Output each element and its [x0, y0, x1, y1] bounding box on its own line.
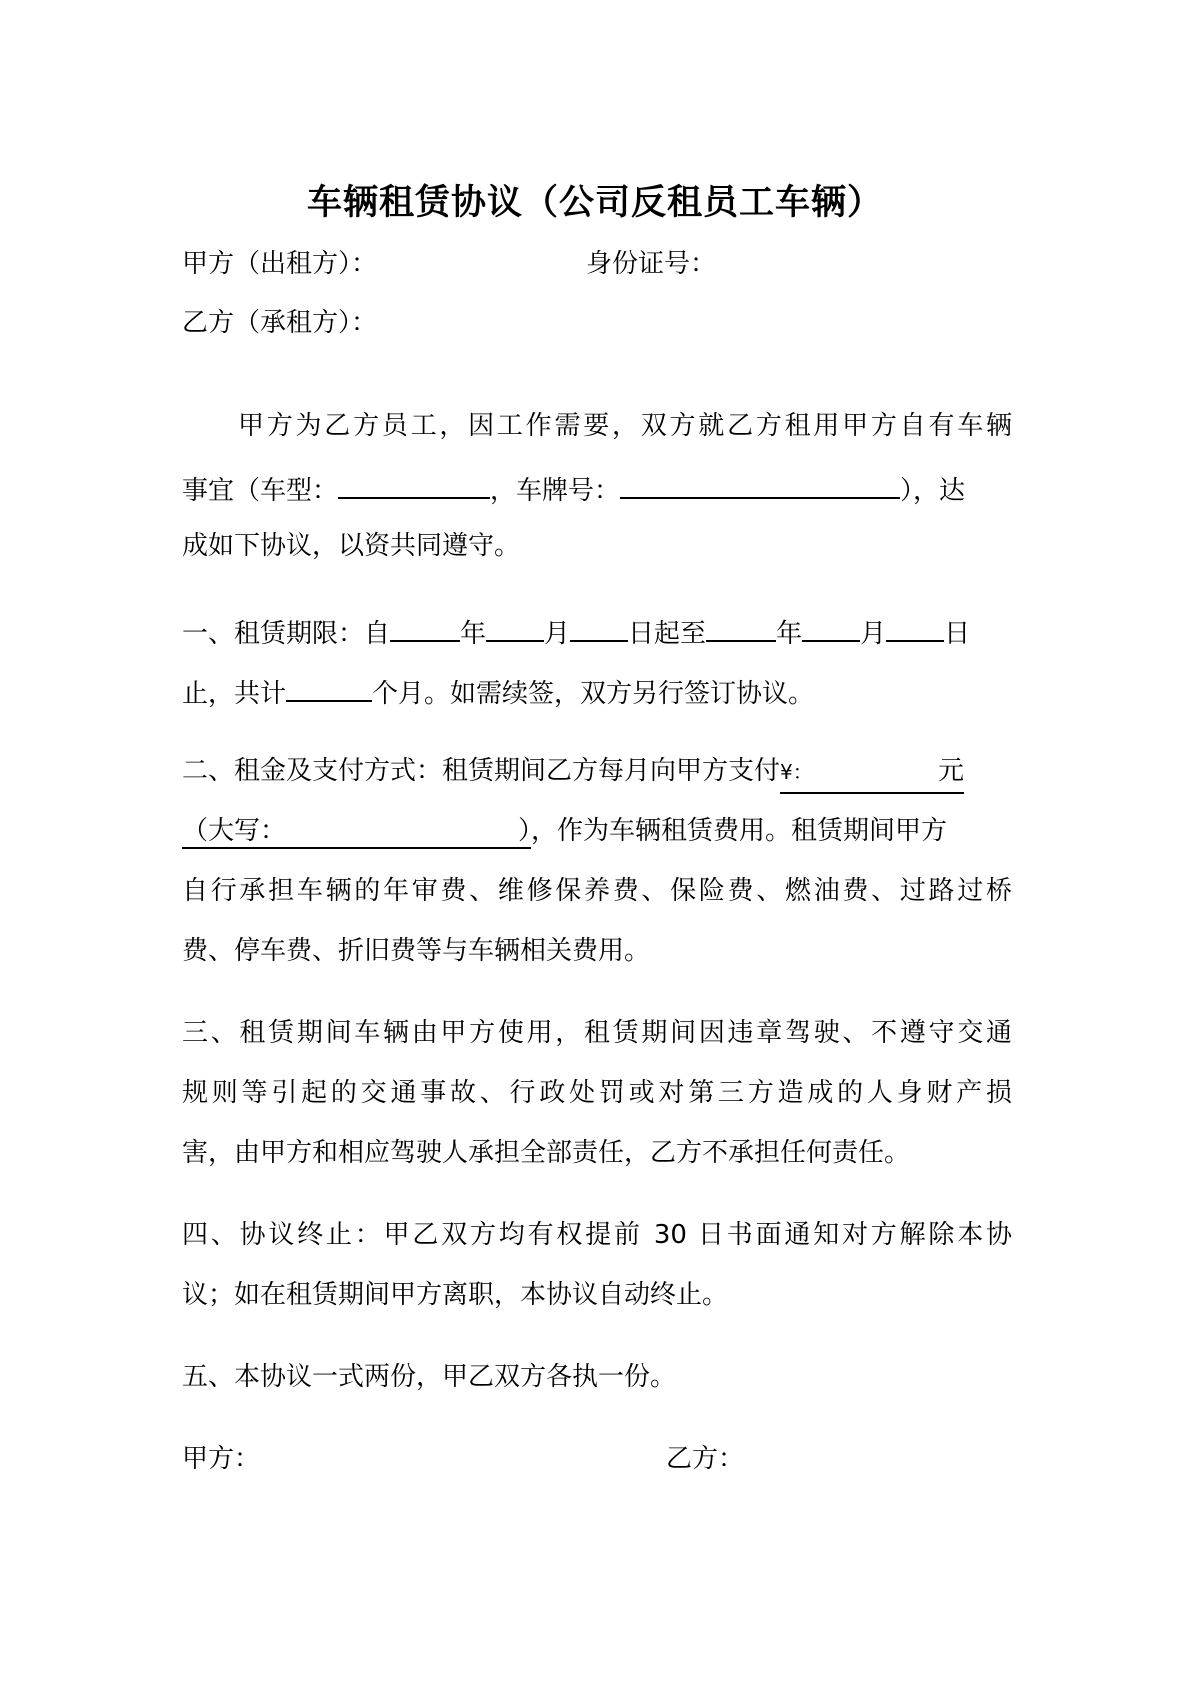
- intro-line-3: 成如下协议，以资共同遵守。: [182, 531, 521, 561]
- currency-symbol: ¥：: [780, 760, 813, 784]
- day-end-label: 日: [944, 619, 971, 649]
- month-label-2: 月: [860, 619, 887, 649]
- start-year-blank: [390, 610, 460, 642]
- signature-party-a: 甲方：: [182, 1444, 261, 1474]
- clause-2-label: 二、租金及支付方式：租赁期间乙方每月向甲方支付: [182, 756, 781, 786]
- clause-3-line-3: 害，由甲方和相应驾驶人承担全部责任，乙方不承担任何责任。: [182, 1138, 911, 1168]
- clause-1-line-2: [182, 670, 1012, 713]
- clause-2-line-2: [182, 812, 1012, 850]
- months-count-blank: [286, 670, 372, 702]
- clause-3-line-1: 三、租赁期间车辆由甲方使用，租赁期间因违章驾驶、不遵守交通: [182, 1018, 1012, 1048]
- month-label: 月: [544, 619, 571, 649]
- plate-number-blank: [620, 467, 900, 499]
- start-day-blank: [570, 610, 628, 642]
- daxie-label: （大写：: [182, 816, 287, 846]
- year-label: 年: [460, 619, 487, 649]
- clause-2-line-2-rest: ，作为车辆租赁费用。租赁期间甲方: [531, 816, 948, 846]
- monthly-rent-amount-field: [780, 752, 964, 794]
- end-day-blank: [886, 610, 944, 642]
- clause-1-line-2-rest: 个月。如需续签，双方另行签订协议。: [372, 679, 815, 709]
- clause-3-line-2: 规则等引起的交通事故、行政处罚或对第三方造成的人身财产损: [182, 1078, 1012, 1108]
- daxie-close: ）: [518, 816, 532, 846]
- document-title: 车辆租赁协议（公司反租员工车辆）: [306, 183, 883, 223]
- intro-line-2: [182, 467, 1012, 510]
- clause-2-line-4: 费、停车费、折旧费等与车辆相关费用。: [182, 936, 651, 966]
- amount-in-words-field: [182, 816, 531, 849]
- intro-line-1: 甲方为乙方员工，因工作需要，双方就乙方租用甲方自有车辆: [238, 411, 1012, 441]
- clause-4-line-2: 议；如在租赁期间甲方离职，本协议自动终止。: [182, 1280, 729, 1310]
- clause-2-line-1: [182, 752, 1012, 794]
- intro-line-2-end: ），达: [900, 476, 966, 506]
- clause-5-line-1: 五、本协议一式两份，甲乙双方各执一份。: [182, 1362, 677, 1392]
- total-label: 止，共计: [182, 679, 287, 709]
- day-from-label: 日起至: [628, 619, 707, 649]
- start-month-blank: [486, 610, 544, 642]
- signature-party-b: 乙方：: [666, 1444, 745, 1474]
- end-month-blank: [802, 610, 860, 642]
- clause-1-line-1: [182, 610, 1012, 653]
- clause-4-line-1: 四、协议终止：甲乙双方均有权提前 30 日书面通知对方解除本协: [182, 1220, 1012, 1250]
- clause-1-label: 一、租赁期限：自: [182, 619, 391, 649]
- vehicle-model-blank: [338, 467, 490, 499]
- party-b-label: 乙方（承租方）：: [182, 308, 378, 338]
- clause-2-line-3: 自行承担车辆的年审费、维修保养费、保险费、燃油费、过路过桥: [182, 876, 1012, 906]
- intro-plate-label: ，车牌号：: [490, 476, 621, 506]
- intro-vehicle-model-label: 事宜（车型：: [182, 476, 339, 506]
- party-a-label: 甲方（出租方）：: [182, 249, 378, 279]
- id-number-label: 身份证号：: [586, 249, 717, 279]
- yuan-unit: 元: [938, 756, 965, 786]
- end-year-blank: [706, 610, 776, 642]
- year-label-2: 年: [776, 619, 803, 649]
